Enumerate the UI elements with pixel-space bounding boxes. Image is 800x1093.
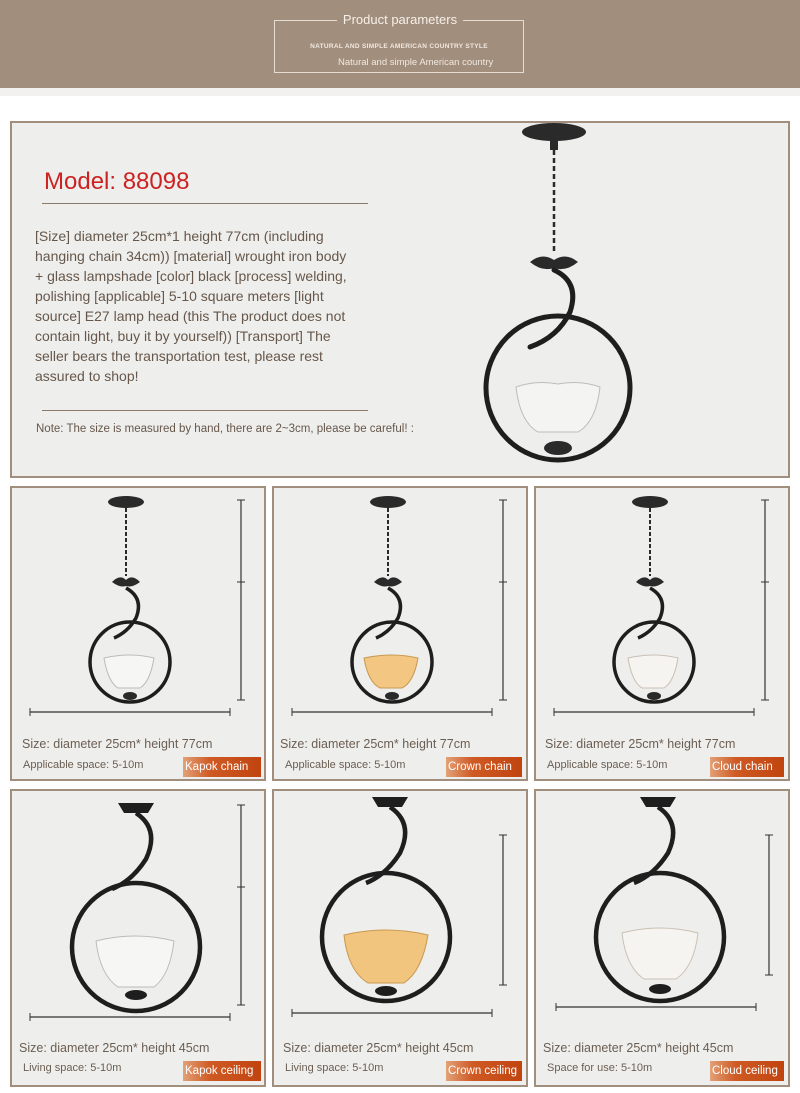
banner-title-wrap [0, 12, 800, 27]
model-title: Model: 88098 [44, 168, 190, 195]
variant-size: Size: diameter 25cm* height 77cm [280, 737, 471, 751]
cloud-ceiling-lamp-image [544, 795, 784, 1025]
variant-size: Size: diameter 25cm* height 45cm [543, 1041, 734, 1055]
variant-size: Size: diameter 25cm* height 45cm [283, 1041, 474, 1055]
crown-chain-lamp-image [282, 490, 522, 720]
kapok-chain-lamp-image [20, 490, 260, 720]
variant-space: Applicable space: 5-10m [23, 759, 144, 771]
variant-size: Size: diameter 25cm* height 45cm [19, 1041, 210, 1055]
size-note: Note: The size is measured by hand, there are 2~3cm, please be careful! : [36, 423, 414, 435]
banner-subtitle-small: Natural and simple American country [338, 57, 494, 68]
cloud-chain-lamp-image [544, 490, 784, 720]
product-description: [Size] diameter 25cm*1 height 77cm (including hanging chain 34cm)) [material] wrought iron body + glass lampshade [color] black [process] welding, polishing [applicable] 5-10 square meters [light source] E27 lamp head (this The product does not contain light, buy it by yourself)) [Transport] The seller bears the transportation test, please rest assured to shop! [35, 228, 347, 384]
variant-space: Living space: 5-10m [285, 1062, 384, 1074]
variant-tag-cloud-chain[interactable]: Cloud chain [710, 757, 784, 777]
variant-space: Applicable space: 5-10m [547, 759, 668, 771]
variant-tag-kapok-chain[interactable]: Kapok chain [183, 757, 261, 777]
variant-size: Size: diameter 25cm* height 77cm [22, 737, 213, 751]
kapok-ceiling-lamp-image [20, 795, 260, 1025]
variant-space: Living space: 5-10m [23, 1062, 122, 1074]
banner-subtitle: NATURAL AND SIMPLE AMERICAN COUNTRY STYLE [310, 43, 488, 50]
variant-space: Space for use: 5-10m [547, 1062, 653, 1074]
variant-tag-crown-chain[interactable]: Crown chain [446, 757, 522, 777]
variant-tag-cloud-ceiling[interactable]: Cloud ceiling [710, 1061, 784, 1081]
divider-strip [0, 88, 800, 96]
banner-title: Product parameters [337, 12, 463, 27]
description-underline [42, 410, 368, 411]
variant-tag-crown-ceiling[interactable]: Crown ceiling [446, 1061, 522, 1081]
main-pendant-lamp-image [470, 122, 650, 472]
title-underline [42, 203, 368, 204]
variant-tag-kapok-ceiling[interactable]: Kapok ceiling [183, 1061, 261, 1081]
variant-space: Applicable space: 5-10m [285, 759, 406, 771]
crown-ceiling-lamp-image [282, 795, 522, 1025]
variant-size: Size: diameter 25cm* height 77cm [545, 737, 736, 751]
